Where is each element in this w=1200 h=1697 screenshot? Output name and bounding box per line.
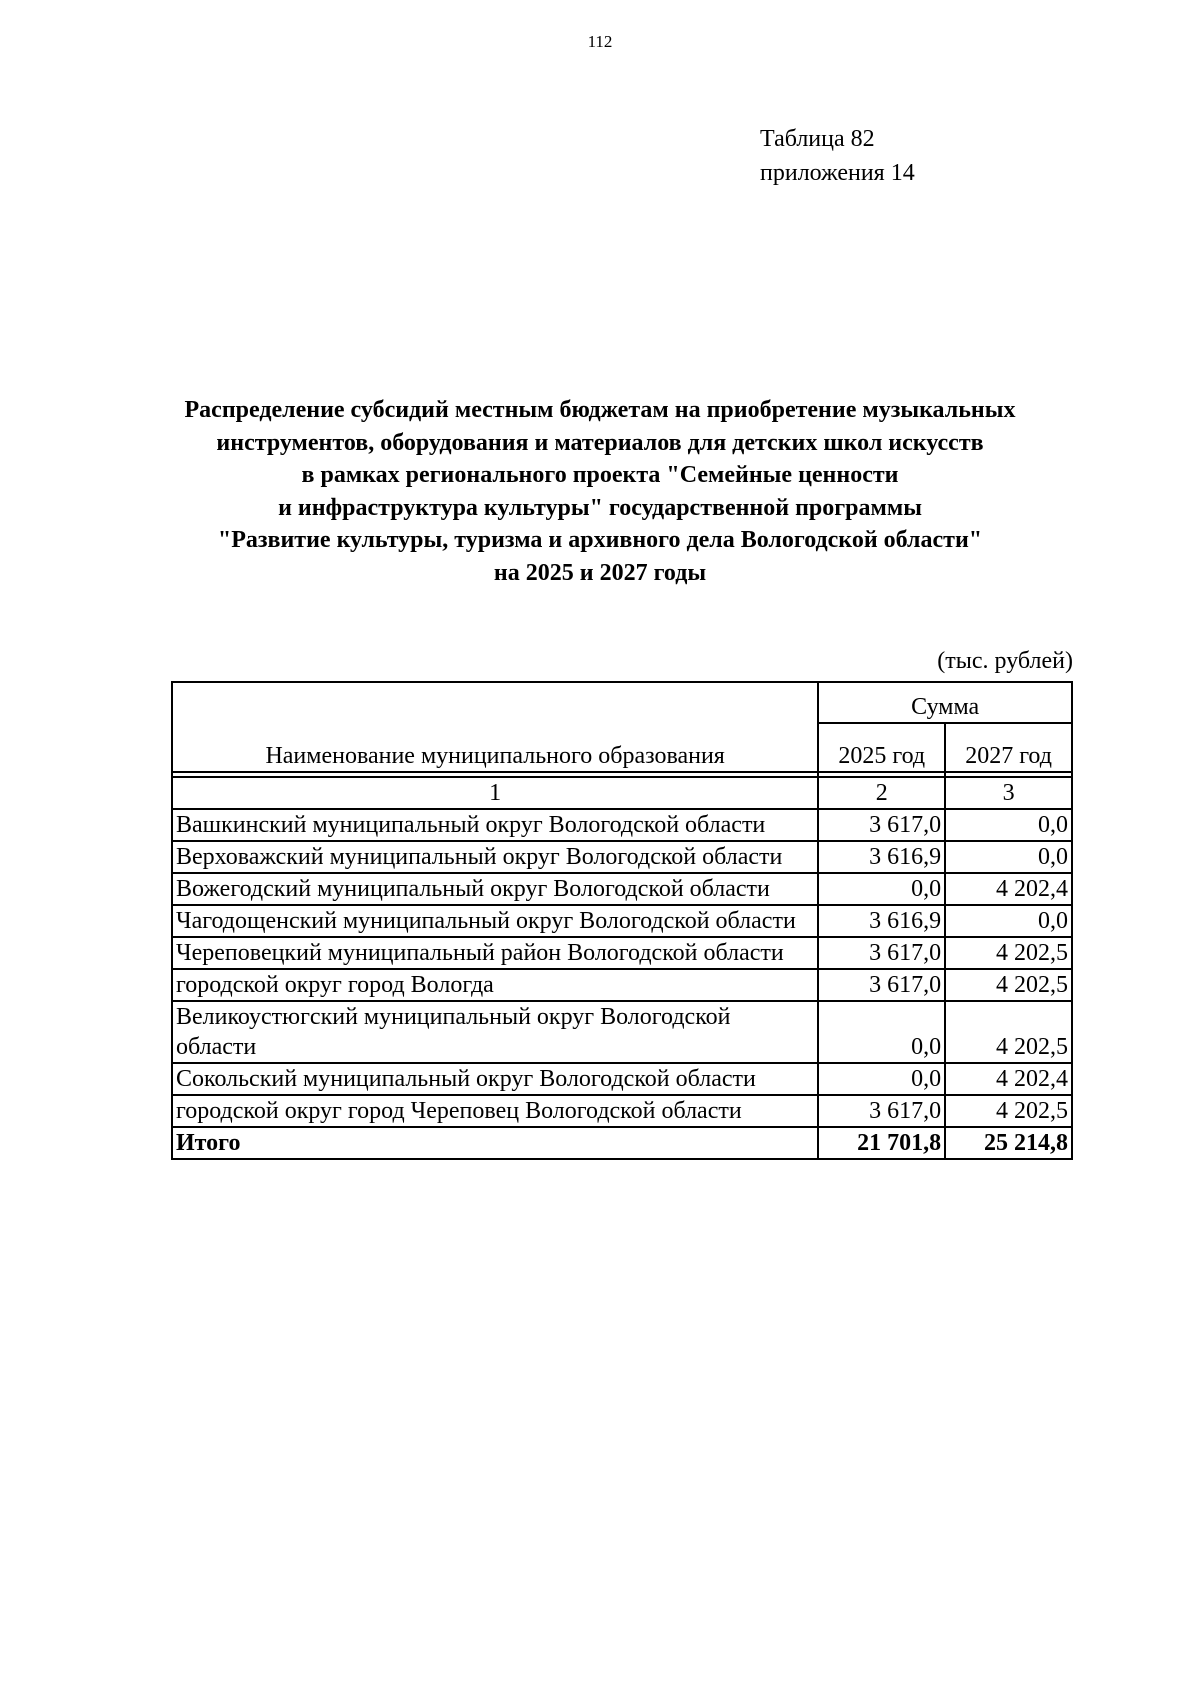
- title-line: на 2025 и 2027 годы: [493, 559, 707, 586]
- table-row: [172, 937, 1072, 969]
- table-row: [172, 969, 1072, 1001]
- table-row: [172, 1001, 1072, 1063]
- table-row: [172, 841, 1072, 873]
- total-label: Итого: [172, 1127, 818, 1159]
- table-row: [172, 1095, 1072, 1127]
- title-line: "Развитие культуры, туризма и архивного дела Вологодской области": [217, 527, 983, 553]
- page-number: 112: [587, 32, 613, 51]
- column-number: 1: [172, 777, 818, 809]
- subsidy-table: [171, 681, 1073, 1160]
- municipality-name: Вашкинский муниципальный округ Вологодской области: [172, 809, 818, 841]
- appendix-number: приложения 14: [760, 160, 915, 186]
- units-label: (тыс. рублей): [937, 648, 1073, 674]
- title-line: Распределение субсидий местным бюджетам на приобретение музыкальных: [184, 397, 1016, 423]
- municipality-name: Вожегодский муниципальный округ Вологодской области: [172, 873, 818, 905]
- municipality-name: Великоустюгский муниципальный округ Вологодской области: [172, 1001, 818, 1063]
- table-row: [172, 1063, 1072, 1095]
- value-2025: 0,0: [818, 1001, 945, 1063]
- value-2025: 3 617,0: [818, 937, 945, 969]
- column-number: 2: [818, 777, 945, 809]
- value-2025: 3 616,9: [818, 841, 945, 873]
- municipality-name: Сокольский муниципальный округ Вологодской области: [172, 1063, 818, 1095]
- municipality-name: Чагодощенский муниципальный округ Вологодской области: [172, 905, 818, 937]
- value-2027: 4 202,4: [945, 1063, 1072, 1095]
- column-numbers-row: [172, 777, 1072, 809]
- municipality-name: городской округ город Череповец Вологодской области: [172, 1095, 818, 1127]
- municipality-name: городской округ город Вологда: [172, 969, 818, 1001]
- table-row: [172, 809, 1072, 841]
- table-header-row: [172, 682, 1072, 723]
- value-2025: 3 617,0: [818, 969, 945, 1001]
- title-line: и инфраструктура культуры" государственной программы: [278, 494, 922, 521]
- header-municipality: Наименование муниципального образования: [172, 682, 818, 772]
- value-2025: 0,0: [818, 873, 945, 905]
- value-2027: 0,0: [945, 905, 1072, 937]
- value-2025: 3 617,0: [818, 809, 945, 841]
- header-year-2025: 2025 год: [818, 723, 945, 772]
- value-2027: 0,0: [945, 841, 1072, 873]
- municipality-name: Череповецкий муниципальный район Вологодской области: [172, 937, 818, 969]
- header-year-2027: 2027 год: [945, 723, 1072, 772]
- title-line: в рамках регионального проекта "Семейные ценности: [301, 462, 899, 488]
- total-row: [172, 1127, 1072, 1159]
- value-2025: 3 617,0: [818, 1095, 945, 1127]
- value-2027: 0,0: [945, 809, 1072, 841]
- document-title: [120, 394, 1080, 589]
- municipality-name: Верховажский муниципальный округ Вологодской области: [172, 841, 818, 873]
- total-2027: 25 214,8: [945, 1127, 1072, 1159]
- value-2027: 4 202,5: [945, 937, 1072, 969]
- value-2025: 0,0: [818, 1063, 945, 1095]
- table-row: [172, 905, 1072, 937]
- column-number: 3: [945, 777, 1072, 809]
- value-2027: 4 202,5: [945, 1001, 1072, 1063]
- table-row: [172, 873, 1072, 905]
- header-sum: Сумма: [818, 682, 1072, 723]
- table-number: Таблица 82: [760, 126, 875, 152]
- total-2025: 21 701,8: [818, 1127, 945, 1159]
- table-reference: [760, 122, 915, 190]
- value-2027: 4 202,4: [945, 873, 1072, 905]
- value-2025: 3 616,9: [818, 905, 945, 937]
- value-2027: 4 202,5: [945, 969, 1072, 1001]
- title-line: инструментов, оборудования и материалов для детских школ искусств: [216, 429, 984, 456]
- value-2027: 4 202,5: [945, 1095, 1072, 1127]
